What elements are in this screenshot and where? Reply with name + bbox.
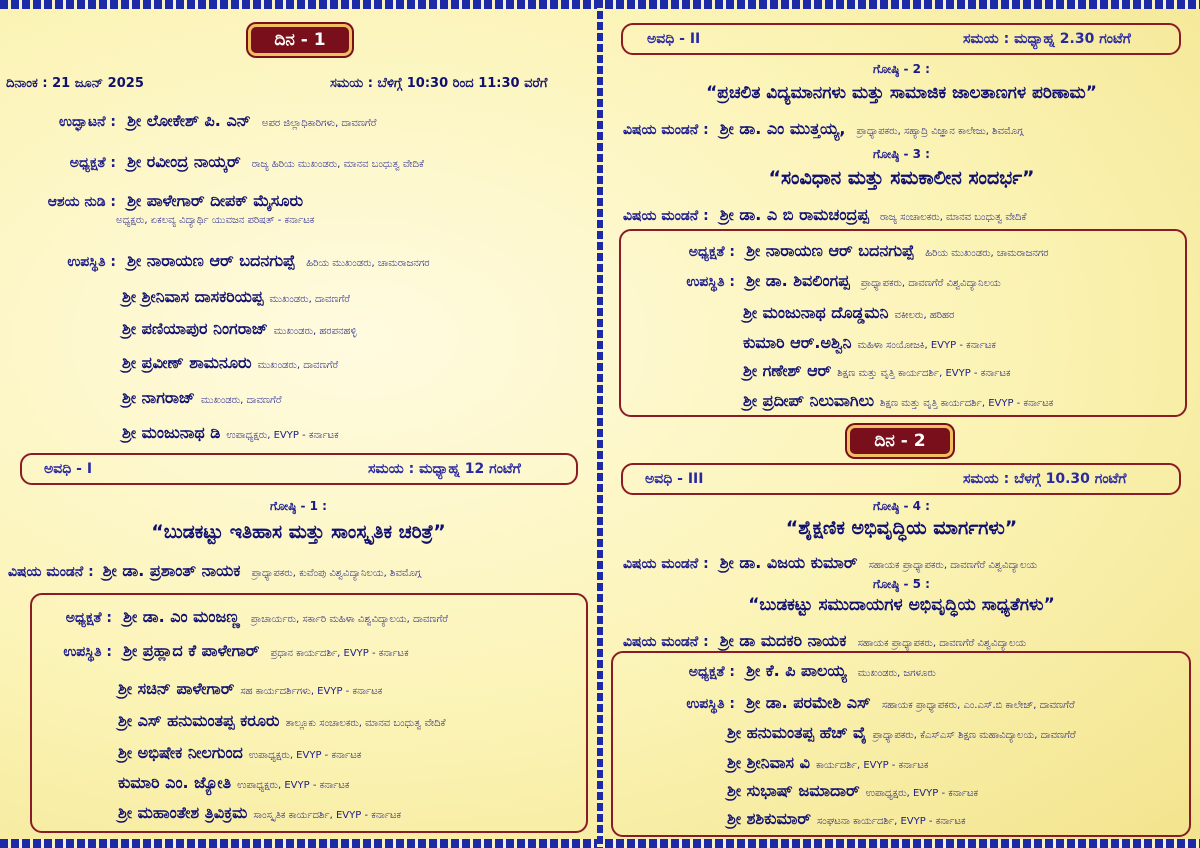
day2-presence-row-0: [627, 693, 1075, 713]
session1-time: ಸಮಯ : ಮಧ್ಯಾಹ್ನ 12 ಗಂಟೆಗೆ: [368, 461, 521, 477]
presence-name: ಶ್ರೀ ನಾಗರಾಜ್: [122, 388, 195, 407]
day2-chair-row: [627, 661, 936, 681]
ashaya-name: ಶ್ರೀ ಪಾಳೇಗಾರ್ ದೀಪಕ್ ಮೈಸೂರು: [127, 191, 304, 210]
presence-desc: ಮುಖಂಡರು, ದಾವಣಗೆರೆ: [269, 294, 350, 305]
speaker-label: ವಿಷಯ ಮಂಡನೆ :: [623, 208, 709, 224]
presence-desc: ಮುಖಂಡರು, ದಾವಣಗೆರೆ: [200, 395, 282, 406]
presence-label: ಉಪಸ್ಥಿತಿ :: [63, 644, 112, 660]
day1-time: ಸಮಯ : ಬೆಳಿಗ್ಗೆ 10:30 ರಿಂದ 11:30 ವರೆಗೆ: [330, 76, 548, 91]
session1-presence-row-2: [118, 711, 446, 731]
chair-label: ಅಧ್ಯಕ್ಷತೆ :: [688, 244, 735, 260]
session2-presence-row-2: [743, 333, 996, 353]
presence-name: ಕುಮಾರಿ ಆರ್.ಅಶ್ವಿನಿ: [743, 333, 852, 352]
day2-presence-row-1: [727, 723, 1076, 743]
chair-name: ಶ್ರೀ ಕೆ. ಪಿ ಪಾಲಯ್ಯ: [746, 661, 847, 680]
session3-speaker-row: [623, 205, 1026, 225]
inaugural-desc: ಅಪರ ಜಿಲ್ಲಾಧಿಕಾರಿಗಳು, ದಾವಣಗೆರೆ: [261, 118, 377, 129]
speaker-label: ವಿಷಯ ಮಂಡನೆ :: [623, 556, 709, 572]
speaker-label: ವಿಷಯ ಮಂಡನೆ :: [623, 122, 709, 138]
speaker-name: ಶ್ರೀ ಡಾ. ವಿಜಯ ಕುಮಾರ್: [719, 553, 858, 572]
session1-avadhi: ಅವಧಿ - I: [44, 461, 93, 477]
session2-avadhi: ಅವಧಿ - II: [647, 31, 701, 47]
inaugural-row: [8, 111, 376, 131]
speaker-desc: ರಾಜ್ಯ ಸಂಚಾಲಕರು, ಮಾನವ ಬಂಧುತ್ವ ವೇದಿಕೆ: [880, 212, 1027, 223]
goshti4-topic: “ಶೈಕ್ಷಣಿಕ ಅಭಿವೃದ್ಧಿಯ ಮಾರ್ಗಗಳು”: [785, 517, 1018, 539]
presence-row-0: [8, 251, 430, 271]
presence-row-4: [122, 388, 282, 408]
presence-row-1: [122, 287, 350, 307]
chair-label: ಅಧ್ಯಕ್ಷತೆ :: [65, 610, 112, 626]
goshti3-label: ಗೋಷ್ಠಿ - 3 :: [873, 147, 930, 161]
presence-name: ಕುಮಾರಿ ಎಂ. ಜ್ಯೋತಿ: [118, 773, 232, 792]
presence-name: ಶ್ರೀ ಎಸ್ ಹನುಮಂತಪ್ಪ ಕರೂರು: [118, 711, 280, 730]
presence-name: ಶ್ರೀ ಮಹಾಂತೇಶ ತ್ರಿವಿಕ್ರಮ: [118, 803, 248, 822]
session2-presence-row-1: [743, 303, 954, 323]
session3-time: ಸಮಯ : ಬೆಳಗ್ಗೆ 10.30 ಗಂಟೆಗೆ: [963, 471, 1127, 487]
speaker-name: ಶ್ರೀ ಡಾ. ಎಂ ಮುತ್ತಯ್ಯ,: [719, 119, 846, 138]
presence-name: ಶ್ರೀ ಸುಭಾಷ್ ಜಮಾದಾರ್: [727, 781, 860, 800]
presence-desc: ಕಾರ್ಯದರ್ಶಿ, EVYP - ಕರ್ನಾಟಕ: [815, 760, 929, 771]
speaker-desc: ಸಹಾಯಕ ಪ್ರಾಧ್ಯಾಪಕರು, ದಾವಣಗೆರೆ ವಿಶ್ವವಿದ್ಯಾಲಯ: [868, 560, 1038, 571]
right-panel: [603, 9, 1200, 839]
presence-name: ಶ್ರೀ ಶ್ರೀನಿವಾಸ ವಿ: [727, 753, 810, 772]
presence-name: ಶ್ರೀ ಸಚಿನ್ ಪಾಳೇಗಾರ್: [118, 679, 235, 698]
session1-presence-row-0: [40, 641, 409, 661]
speaker-name: ಶ್ರೀ ಡಾ ಮದಕರಿ ನಾಯಕ: [719, 631, 847, 650]
chair-row: [8, 152, 424, 172]
ashaya-desc: ಅಧ್ಯಕ್ಷರು, ಏಕಲವ್ಯ ವಿದ್ಯಾರ್ಥಿ ಯುವಜನ ಪರಿಷತ್ - ಕರ್ನಾಟಕ: [116, 215, 315, 226]
ashaya-label: ಆಶಯ ನುಡಿ :: [47, 194, 116, 210]
presence-name: ಶ್ರೀ ಗಣೇಶ್ ಆರ್: [743, 361, 832, 380]
session4-speaker-row: [623, 553, 1037, 573]
presence-desc: ಉಪಾಧ್ಯಕ್ಷರು, EVYP - ಕರ್ನಾಟಕ: [865, 788, 979, 799]
session1-chair-row: [40, 607, 448, 627]
goshti3-topic: “ಸಂವಿಧಾನ ಮತ್ತು ಸಮಕಾಲೀನ ಸಂದರ್ಭ”: [768, 167, 1035, 189]
session3-avadhi: ಅವಧಿ - III: [645, 471, 704, 487]
speaker-desc: ಪ್ರಾಧ್ಯಾಪಕರು, ಸಹ್ಯಾದ್ರಿ ವಿಜ್ಞಾನ ಕಾಲೇಜು, ಶಿವಮೊಗ್ಗ: [856, 126, 1024, 137]
presence-name: ಶ್ರೀ ಮಂಜುನಾಥ ಡಿ: [122, 423, 221, 442]
presence-row-5: [122, 423, 339, 443]
goshti1-label: ಗೋಷ್ಠಿ - 1 :: [270, 499, 327, 513]
presence-name: ಶ್ರೀ ಅಭಿಷೇಕ ನೀಲಗುಂದ: [118, 743, 243, 762]
chair-label: ಅಧ್ಯಕ್ಷತೆ :: [688, 664, 735, 680]
presence-label: ಉಪಸ್ಥಿತಿ :: [686, 696, 735, 712]
presence-desc: ಸಾಂಸ್ಕೃತಿಕ ಕಾರ್ಯದರ್ಶಿ, EVYP - ಕರ್ನಾಟಕ: [253, 810, 402, 821]
presence-name: ಶ್ರೀ ಶಶಿಕುಮಾರ್: [727, 809, 811, 828]
day1-badge: ದಿನ - 1: [248, 24, 352, 56]
speaker-desc: ಪ್ರಾಧ್ಯಾಪಕರು, ಕುವೆಂಪು ವಿಶ್ವವಿದ್ಯಾನಿಲಯ, ಶಿವಮೊಗ್ಗ: [251, 568, 422, 579]
presence-label: ಉಪಸ್ಥಿತಿ :: [686, 274, 735, 290]
presence-desc: ಮಹಿಳಾ ಸಂಯೋಜಕಿ, EVYP - ಕರ್ನಾಟಕ: [857, 340, 996, 351]
session2-chair-row: [627, 241, 1049, 261]
goshti2-label: ಗೋಷ್ಠಿ - 2 :: [873, 62, 930, 76]
presence-row-3: [122, 353, 338, 373]
session3-bar: [621, 463, 1181, 495]
presence-desc: ಶಿಕ್ಷಣ ಮತ್ತು ವೃತ್ತಿ ಕಾರ್ಯದರ್ಶಿ, EVYP - ಕರ್ನಾಟಕ: [880, 398, 1054, 409]
presence-name: ಶ್ರೀ ಪ್ರದೀಪ್ ನಿಲುವಾಗಿಲು: [743, 391, 875, 410]
presence-name: ಶ್ರೀ ಶ್ರೀನಿವಾಸ ದಾಸಕರಿಯಪ್ಪ: [122, 287, 264, 306]
chair-name: ಶ್ರೀ ರವೀಂದ್ರ ನಾಯ್ಕರ್: [127, 152, 241, 171]
day2-presence-row-3: [727, 781, 978, 801]
goshti4-label: ಗೋಷ್ಠಿ - 4 :: [873, 499, 930, 513]
presence-desc: ಮುಖಂಡರು, ಹರಪನಹಳ್ಳಿ: [273, 326, 357, 337]
goshti5-topic: “ಬುಡಕಟ್ಟು ಸಮುದಾಯಗಳ ಅಭಿವೃದ್ಧಿಯ ಸಾಧ್ಯತೆಗಳು”: [748, 595, 1055, 615]
presence-desc: ವಕೀಲರು, ಹರಿಹರ: [894, 310, 955, 321]
presence-label: ಉಪಸ್ಥಿತಿ :: [67, 254, 116, 270]
session2-presence-row-4: [743, 391, 1053, 411]
chair-desc: ಹಿರಿಯ ಮುಖಂಡರು, ಚಾಮರಾಜನಗರ: [925, 248, 1049, 259]
presence-desc: ಪ್ರಧಾನ ಕಾರ್ಯದರ್ಶಿ, EVYP - ಕರ್ನಾಟಕ: [270, 648, 409, 659]
speaker-desc: ಸಹಾಯಕ ಪ್ರಾಧ್ಯಾಪಕರು, ದಾವಣಗೆರೆ ವಿಶ್ವವಿದ್ಯಾಲಯ: [857, 638, 1027, 649]
session1-bar: [20, 453, 578, 485]
session2-presence-row-0: [627, 271, 1001, 291]
session1-presence-row-1: [118, 679, 382, 699]
session1-presence-row-5: [118, 803, 401, 823]
session1-presence-row-3: [118, 743, 361, 763]
presence-name: ಶ್ರೀ ಡಾ. ಶಿವಲಿಂಗಪ್ಪ: [746, 271, 850, 290]
day2-badge: ದಿನ - 2: [847, 425, 953, 457]
session1-presence-row-4: [118, 773, 349, 793]
presence-name: ಶ್ರೀ ಡಾ. ಪರಮೇಶಿ ಎಸ್: [746, 693, 871, 712]
goshti2-topic: “ಪ್ರಚಲಿತ ವಿದ್ಯಮಾನಗಳು ಮತ್ತು ಸಾಮಾಜಿಕ ಜಾಲತಾಣಗಳ ಪರಿಣಾಮ”: [706, 83, 1097, 103]
presence-desc: ಉಪಾಧ್ಯಕ್ಷರು, EVYP - ಕರ್ನಾಟಕ: [226, 430, 339, 441]
presence-name: ಶ್ರೀ ಪಣಿಯಾಪುರ ನಿಂಗರಾಜ್: [122, 319, 268, 338]
goshti5-label: ಗೋಷ್ಠಿ - 5 :: [873, 577, 930, 591]
presence-row-2: [122, 319, 357, 339]
goshti1-topic: “ಬುಡಕಟ್ಟು ಇತಿಹಾಸ ಮತ್ತು ಸಾಂಸ್ಕೃತಿಕ ಚರಿತ್ರೆ”: [151, 521, 446, 543]
session2-time: ಸಮಯ : ಮಧ್ಯಾಹ್ನ 2.30 ಗಂಟೆಗೆ: [963, 31, 1131, 47]
day2-presence-row-2: [727, 753, 928, 773]
chair-name: ಶ್ರೀ ನಾರಾಯಣ ಆರ್ ಬದನಗುಪ್ಪೆ: [746, 241, 915, 260]
presence-desc: ಸಹಾಯಕ ಪ್ರಾಧ್ಯಾಪಕರು, ಎಂ.ಎಸ್.ಬಿ ಕಾಲೇಜ್, ದಾವಣಗೆರೆ: [881, 700, 1075, 711]
presence-desc: ಉಪಾಧ್ಯಕ್ಷರು, EVYP - ಕರ್ನಾಟಕ: [248, 750, 362, 761]
presence-desc: ಸಹ ಕಾರ್ಯದರ್ಶಿಗಳು, EVYP - ಕರ್ನಾಟಕ: [240, 686, 383, 697]
presence-desc: ಶಿಕ್ಷಣ ಮತ್ತು ವೃತ್ತಿ ಕಾರ್ಯದರ್ಶಿ, EVYP - ಕರ್ನಾಟಕ: [837, 368, 1011, 379]
inaugural-label: ಉದ್ಘಾಟನೆ :: [59, 114, 116, 130]
inaugural-name: ಶ್ರೀ ಲೋಕೇಶ್ ಪಿ. ಎನ್: [127, 111, 251, 130]
session5-speaker-row: [623, 631, 1026, 651]
presence-name: ಶ್ರೀ ಹನುಮಂತಪ್ಪ ಹೆಚ್ ವೈ: [727, 723, 867, 742]
ashaya-row: [8, 191, 303, 211]
chair-desc: ರಾಜ್ಯ ಹಿರಿಯ ಮುಖಂಡರು, ಮಾನವ ಬಂಧುತ್ವ ವೇದಿಕೆ: [251, 159, 424, 170]
presence-desc: ತಾಲ್ಲೂಕು ಸಂಚಾಲಕರು, ಮಾನವ ಬಂಧುತ್ವ ವೇದಿಕೆ: [285, 718, 446, 729]
chair-name: ಶ್ರೀ ಡಾ. ಎಂ ಮಂಜಣ್ಣ: [123, 607, 240, 626]
presence-desc: ಹಿರಿಯ ಮುಖಂಡರು, ಚಾಮರಾಜನಗರ: [306, 258, 430, 269]
chair-desc: ಪ್ರಾಚಾರ್ಯರು, ಸರ್ಕಾರಿ ಮಹಿಳಾ ವಿಶ್ವವಿದ್ಯಾಲಯ, ದಾವಣಗೆರೆ: [250, 614, 448, 625]
speaker-name: ಶ್ರೀ ಡಾ. ಎ ಬಿ ರಾಮಚಂದ್ರಪ್ಪ: [719, 205, 869, 224]
presence-name: ಶ್ರೀ ಪ್ರಹ್ಲಾದ ಕೆ ಪಾಳೇಗಾರ್: [123, 641, 260, 660]
presence-desc: ಪ್ರಾಧ್ಯಾಪಕರು, ಕೆಎಸ್ಎಸ್ ಶಿಕ್ಷಣ ಮಹಾವಿದ್ಯಾಲಯ, ದಾವಣಗೆರೆ: [872, 730, 1076, 741]
presence-name: ಶ್ರೀ ಪ್ರವೀಣ್ ಶಾಮನೂರು: [122, 353, 252, 372]
presence-name: ಶ್ರೀ ನಾರಾಯಣ ಆರ್ ಬದನಗುಪ್ಪೆ: [127, 251, 296, 270]
chair-desc: ಮುಖಂಡರು, ಜಗಳೂರು: [857, 668, 936, 679]
speaker-name: ಶ್ರೀ ಡಾ. ಪ್ರಶಾಂತ್ ನಾಯಕ: [102, 561, 241, 580]
session2-speaker-row: [623, 119, 1023, 139]
presence-desc: ಮುಖಂಡರು, ದಾವಣಗೆರೆ: [257, 360, 339, 371]
presence-desc: ಸಂಘಟನಾ ಕಾರ್ಯದರ್ಶಿ, EVYP - ಕರ್ನಾಟಕ: [817, 816, 966, 827]
session2-presence-row-3: [743, 361, 1011, 381]
speaker-label: ವಿಷಯ ಮಂಡನೆ :: [8, 564, 94, 580]
presence-desc: ಪ್ರಾಧ್ಯಾಪಕರು, ದಾವಣಗೆರೆ ವಿಶ್ವವಿದ್ಯಾನಿಲಯ: [860, 278, 1001, 289]
session1-speaker-row: [8, 561, 421, 581]
presence-desc: ಉಪಾಧ್ಯಕ್ಷರು, EVYP - ಕರ್ನಾಟಕ: [237, 780, 350, 791]
left-panel: [0, 9, 597, 839]
day2-presence-row-4: [727, 809, 966, 829]
speaker-label: ವಿಷಯ ಮಂಡನೆ :: [623, 634, 709, 650]
chair-label: ಅಧ್ಯಕ್ಷತೆ :: [69, 155, 116, 171]
presence-name: ಶ್ರೀ ಮಂಜುನಾಥ ದೊಡ್ಡಮನಿ: [743, 303, 889, 322]
day1-date: ದಿನಾಂಕ : 21 ಜೂನ್ 2025: [6, 76, 144, 91]
session2-bar: [621, 23, 1181, 55]
